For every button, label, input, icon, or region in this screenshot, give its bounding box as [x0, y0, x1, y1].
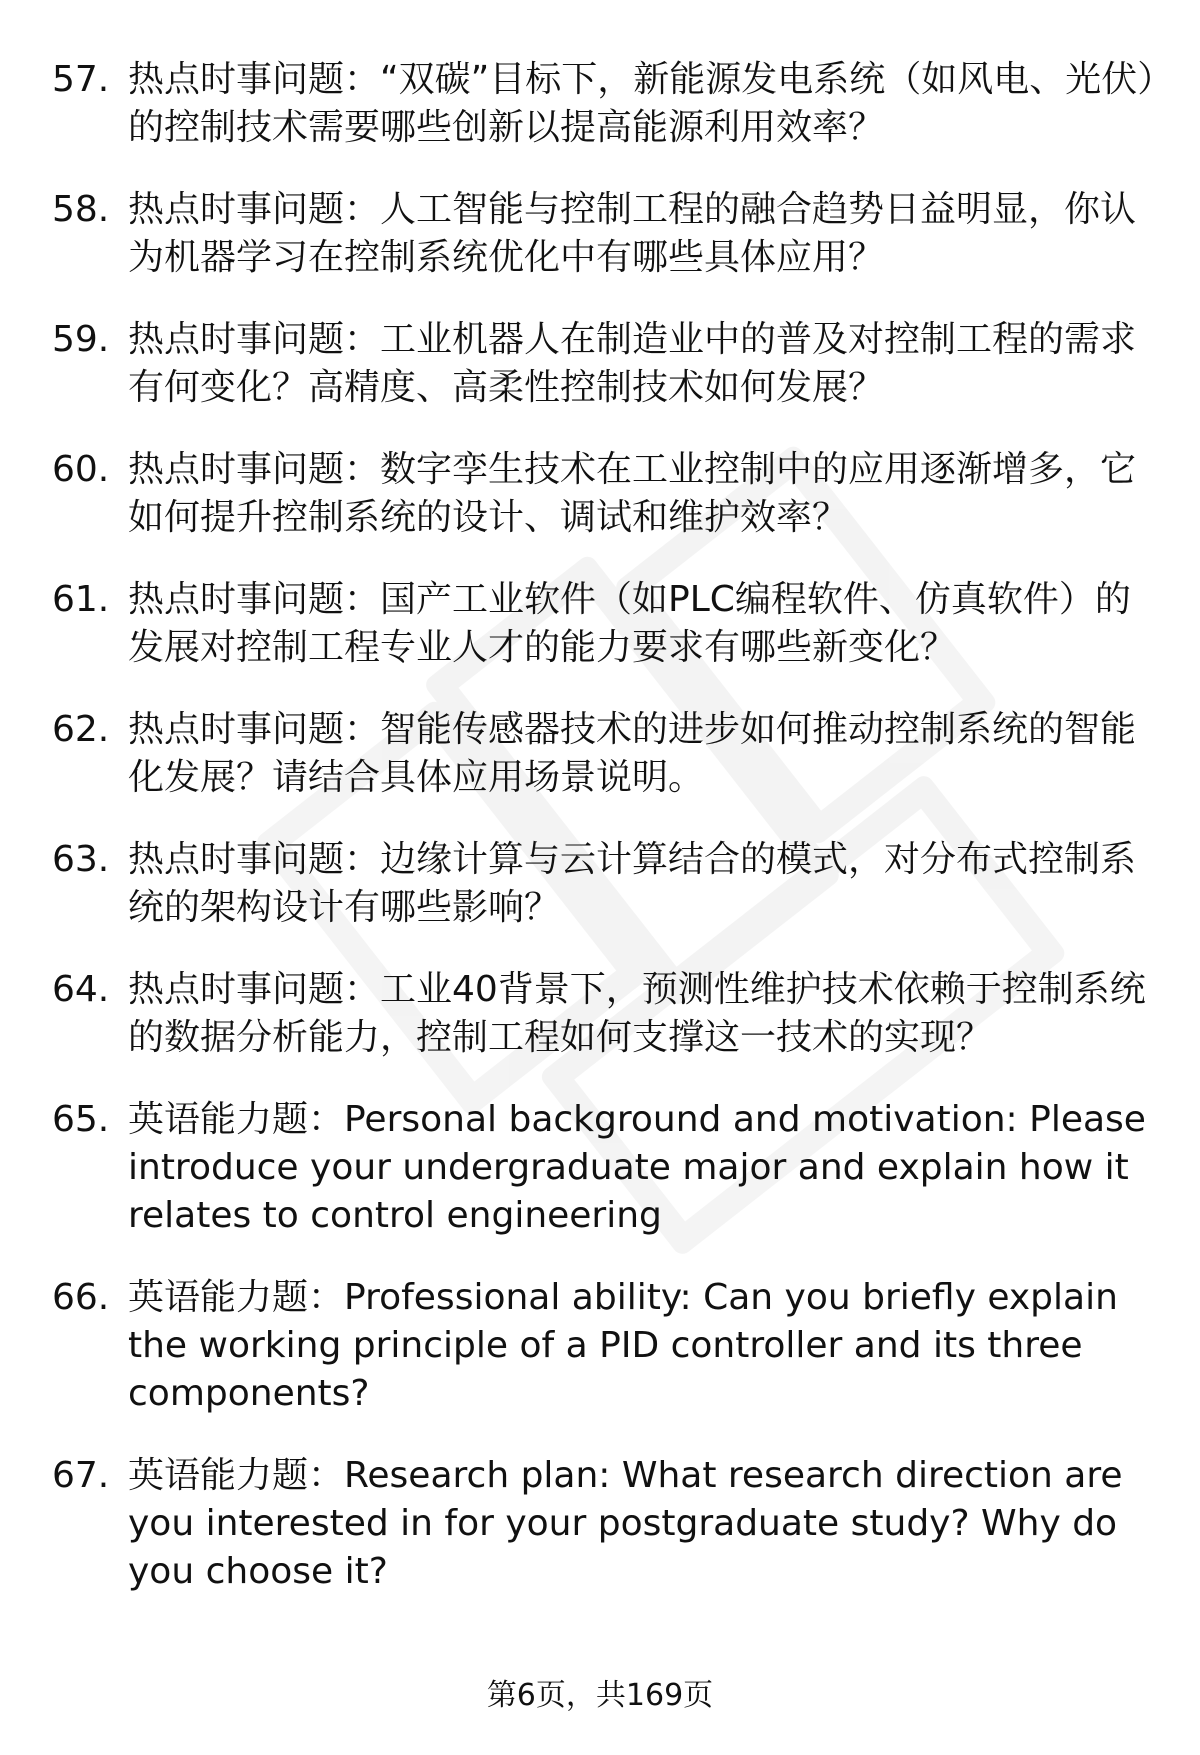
question-text: 热点时事问题：智能传感器技术的进步如何推动控制系统的智能化发展？请结合具体应用场景说明。: [128, 709, 1137, 798]
question-text: 热点时事问题：“双碳”目标下，新能源发电系统（如风电、光伏）的控制技术需要哪些创新以提高能源利用效率？: [128, 59, 1156, 148]
question-item: [52, 576, 1162, 672]
question-item: [52, 1274, 1162, 1418]
question-number: 58.: [52, 189, 110, 230]
question-number: 62.: [52, 709, 110, 750]
question-number: 59.: [52, 319, 110, 360]
question-item: [52, 1096, 1162, 1240]
page-number-footer: 第6页，共169页: [486, 1678, 714, 1713]
question-item: [52, 186, 1162, 282]
question-number: 66.: [52, 1277, 110, 1318]
question-text: 英语能力题：Research plan: What research direction are you interested in for your postgraduate study? Why do you choose it?: [128, 1455, 1123, 1592]
question-text: 英语能力题：Personal background and motivation: Please introduce your undergraduate major and explain how it relates to control engineering: [128, 1099, 1146, 1236]
question-text: 热点时事问题：数字孪生技术在工业控制中的应用逐渐增多，它如何提升控制系统的设计、调试和维护效率？: [128, 449, 1137, 538]
question-item: [52, 1452, 1162, 1596]
question-item: [52, 966, 1162, 1062]
question-item: [52, 316, 1162, 412]
question-number: 63.: [52, 839, 110, 880]
question-item: [52, 836, 1162, 932]
question-number: 61.: [52, 579, 110, 620]
question-number: 57.: [52, 59, 110, 100]
question-item: [52, 56, 1162, 152]
question-text: 英语能力题：Professional ability: Can you briefly explain the working principle of a PID controller and its three components?: [128, 1277, 1118, 1414]
question-item: [52, 706, 1162, 802]
question-list: [52, 56, 1162, 1630]
question-text: 热点时事问题：工业机器人在制造业中的普及对控制工程的需求有何变化？高精度、高柔性控制技术如何发展？: [128, 319, 1137, 408]
question-number: 67.: [52, 1455, 110, 1496]
question-text: 热点时事问题：工业40背景下，预测性维护技术依赖于控制系统的数据分析能力，控制工程如何支撑这一技术的实现？: [128, 969, 1146, 1058]
question-text: 热点时事问题：人工智能与控制工程的融合趋势日益明显，你认为机器学习在控制系统优化中有哪些具体应用？: [128, 189, 1137, 278]
question-item: [52, 446, 1162, 542]
question-number: 65.: [52, 1099, 110, 1140]
question-text: 热点时事问题：边缘计算与云计算结合的模式，对分布式控制系统的架构设计有哪些影响？: [128, 839, 1137, 928]
question-number: 64.: [52, 969, 110, 1010]
question-number: 60.: [52, 449, 110, 490]
question-text: 热点时事问题：国产工业软件（如PLC编程软件、仿真软件）的发展对控制工程专业人才的能力要求有哪些新变化？: [128, 579, 1131, 668]
